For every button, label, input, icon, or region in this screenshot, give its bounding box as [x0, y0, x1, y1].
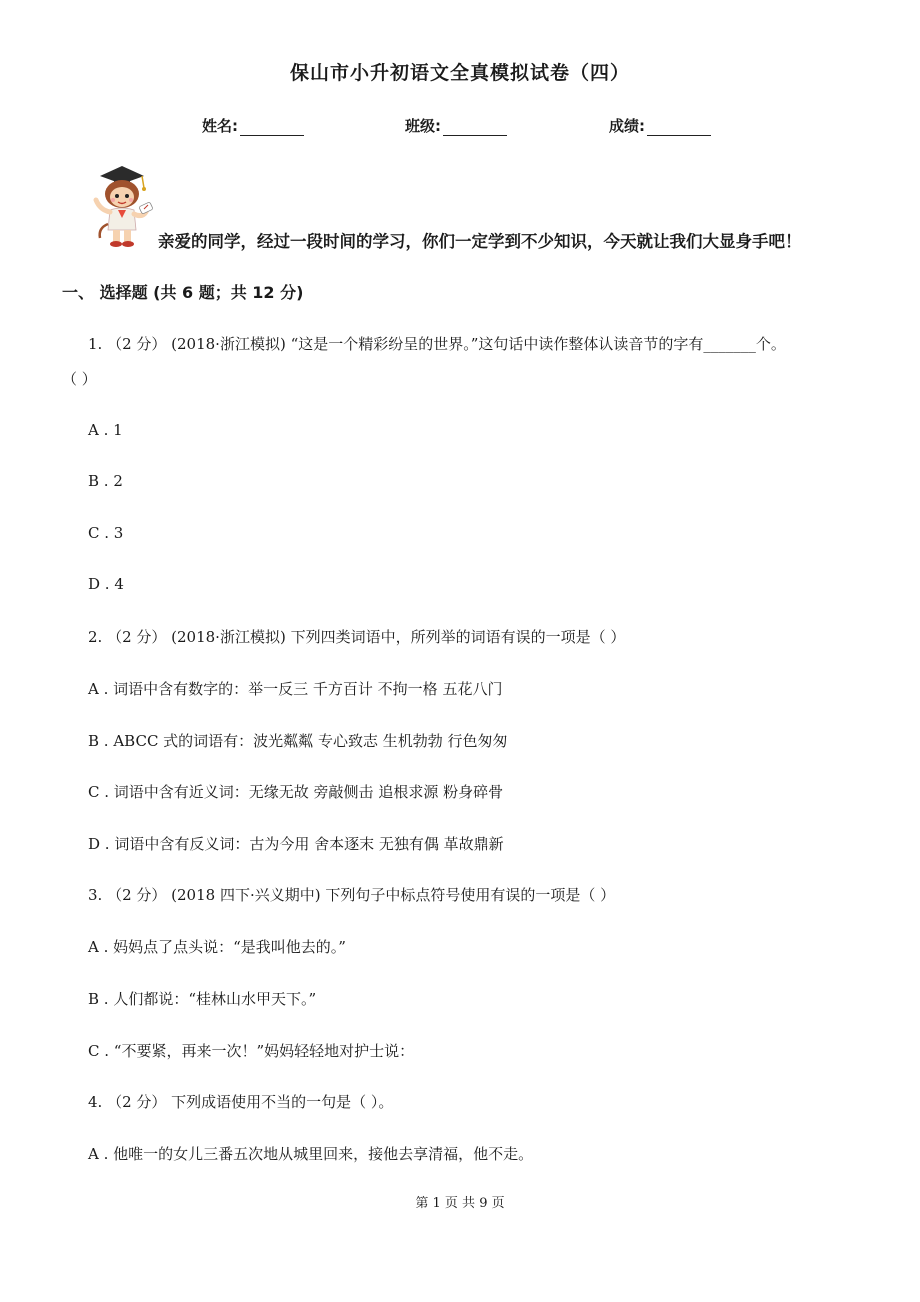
- option-b: B . 人们都说：“桂林山水甲天下。”: [88, 990, 317, 1008]
- option-a: A . 词语中含有数字的：举一反三 千方百计 不拘一格 五花八门: [88, 680, 503, 698]
- student-mascot-icon: [84, 162, 156, 248]
- question-stem: 4. （2 分） 下列成语使用不当的一句是（ ）。: [88, 1093, 394, 1111]
- option-c: C . “不要紧，再来一次！”妈妈轻轻地对护士说：: [88, 1042, 415, 1060]
- page-footer: 第 1 页 共 9 页: [415, 1196, 505, 1211]
- section-heading: 一、 选择题 (共 6 题；共 12 分): [62, 283, 304, 302]
- score-field: [609, 115, 711, 136]
- score-label: 成绩:: [609, 117, 645, 135]
- question-answer-paren: （ ）: [62, 370, 97, 388]
- greeting-text: 亲爱的同学，经过一段时间的学习，你们一定学到不少知识，今天就让我们大显身手吧！: [158, 232, 802, 251]
- question-stem: 1. （2 分） (2018·浙江模拟) “这是一个精彩纷呈的世界。”这句话中读作整体认读音节的字有_______个。: [88, 335, 786, 353]
- question-stem: 3. （2 分） (2018 四下·兴义期中) 下列句子中标点符号使用有误的一项是（ ）: [88, 886, 616, 904]
- question-stem: 2. （2 分） (2018·浙江模拟) 下列四类词语中，所列举的词语有误的一项是（ ）: [88, 628, 626, 646]
- option-c: C . 3: [88, 524, 124, 542]
- option-a: A . 妈妈点了点头说：“是我叫他去的。”: [88, 938, 346, 956]
- option-b: B . 2: [88, 472, 123, 490]
- option-d: D . 4: [88, 575, 124, 593]
- class-blank: [443, 120, 507, 136]
- option-b: B . ABCC 式的词语有：波光粼粼 专心致志 生机勃勃 行色匆匆: [88, 732, 508, 750]
- option-a: A . 他唯一的女儿三番五次地从城里回来，接他去享清福，他不走。: [88, 1145, 534, 1163]
- class-field: [405, 115, 507, 136]
- option-a: A . 1: [88, 421, 123, 439]
- class-label: 班级:: [405, 117, 441, 135]
- score-blank: [647, 120, 711, 136]
- option-c: C . 词语中含有近义词：无缘无故 旁敲侧击 追根求源 粉身碎骨: [88, 783, 504, 801]
- name-label: 姓名:: [202, 117, 238, 135]
- option-d: D . 词语中含有反义词：古为今用 舍本逐末 无独有偶 革故鼎新: [88, 835, 504, 853]
- name-field: [202, 115, 304, 136]
- page-title: 保山市小升初语文全真模拟试卷（四）: [289, 62, 630, 84]
- name-blank: [240, 120, 304, 136]
